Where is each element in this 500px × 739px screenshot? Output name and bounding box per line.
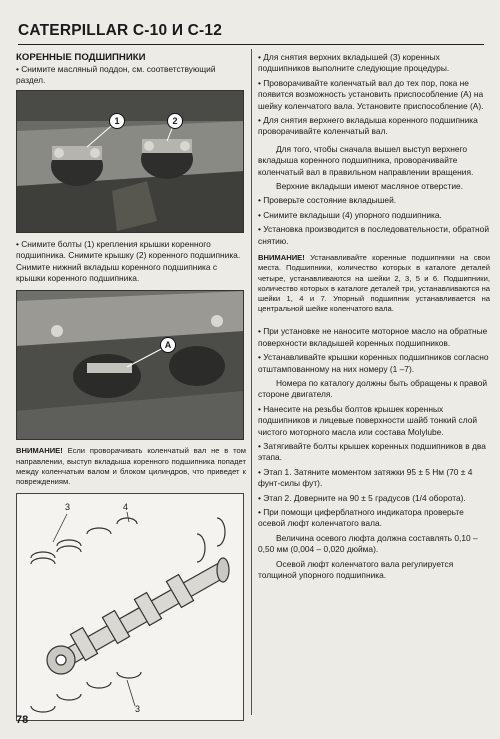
step-tighten-two-stages: • Затягивайте болты крышек коренных подшипников в два этапа. [258,440,486,463]
diagram-label-4: 4 [123,502,129,513]
step-stage-2: • Этап 2. Доверните на 90 ± 5 градусов (1/4 оборота). [258,492,466,503]
step-apply-oil: • Нанесите на резьбы болтов крышек коренных подшипников и лицевые поверхности шайб тонкий слой чистого моторного масла или состава Molylube. [258,403,478,437]
step-upper-shells: • Для снятия верхних вкладышей (3) коренных подшипников выполните следующие процедуры. [258,52,450,74]
step-install-reverse: • Установка производится в последовательности, обратной снятию. [258,224,490,246]
remove-caps-step: • Снимите болты (1) крепления крышки коренного подшипника. Снимите крышку (2) коренного подшипника. Снимите нижний вкладыш коренного подшипника с крышки коренного подшипника. [16,238,241,284]
warning2-text: Устанавливайте коренные подшипники на свои места. Подшипники, количество которых в каталоге деталей четыре, устанавливаются на шейки 2, 3, 5 и 6. Подшипники, количество которых в каталоге деталей три, устанавливаются на шейки 1, 4 и 7. Упорный подшипник устанавливается на центральной шейке коленчатого вала. [258,253,490,314]
warning-label: ВНИМАНИЕ! [16,446,63,456]
engine-photo-bearing-caps [16,90,244,233]
right-column [258,52,490,581]
note-endplay-adjust: Осевой люфт коленчатого вала регулируется толщиной упорного подшипника. [258,558,454,581]
callout-1: 1 [109,113,125,129]
note-oil-hole: Верхние вкладыши имеют масляное отверстие. [276,181,463,192]
section-title: КОРЕННЫЕ ПОДШИПНИКИ [16,52,146,63]
warning2-label: ВНИМАНИЕ! [258,253,305,263]
crankshaft-bearings-diagram [16,493,244,721]
page-number: 78 [16,714,29,726]
step-check-endplay: • При помощи циферблатного индикатора проверьте осевой люфт коленчатого вала. [258,507,464,529]
step-rotate-remove-upper: • Для снятия верхнего вкладыша коренного подшипника проворачивайте коленчатый вал. [258,115,478,137]
engine-photo-tool [16,290,244,440]
note-rotation-direction: Для того, чтобы сначала вышел выступ верхнего вкладыша коренного подшипника, проворачивайте коленчатый вал в правильном направлении вращения. [258,143,474,177]
step-no-oil-back: • При установке не наносите моторное масло на обратные поверхности вкладышей коренных подшипников. [258,326,488,348]
left-column [16,52,246,721]
page-header-title: CATERPILLAR C-10 И C-12 [18,22,223,39]
diagram-label-3-bottom: 3 [135,704,141,715]
step-rotate-install-tool: • Проворачивайте коленчатый вал до тех пор, пока не появится возможность установить приспособление (A) на шейку коленчатого вала. Установите приспособление (A). [258,77,484,111]
column-divider [251,49,252,715]
step-remove-thrust: • Снимите вкладыши (4) упорного подшипника. [258,209,442,220]
warning-note [16,446,246,487]
callout-2: 2 [167,113,183,129]
diagram-label-3-top: 3 [65,502,71,513]
step-install-caps-numbered: • Устанавливайте крышки коренных подшипников согласно отштампованному на них номеру (1 –7). [258,352,489,374]
callout-a: A [160,337,176,353]
warning-note-install [258,253,490,314]
note-endplay-value: Величина осевого люфта должна составлять 0,10 – 0,50 мм (0,004 – 0,020 дюйма). [258,532,478,555]
step-stage-1: • Этап 1. Затяните моментом затяжки 95 ± 5 Нм (70 ± 4 фунт-силы фут). [258,466,473,489]
warning-text: Если проворачивать коленчатый вал не в том направлении, выступ вкладыша коренного подшипника попадет между коленчатым валом и блоком цилиндров, что приведет к повреждениям. [16,446,246,487]
step-check-shells: • Проверьте состояние вкладышей. [258,195,397,206]
note-part-numbers: Номера по каталогу должны быть обращены к правой стороне двигателя. [258,377,488,400]
intro-step: • Снимите масляный поддон, см. соответствующий раздел. [16,64,216,86]
header-rule [18,44,484,45]
